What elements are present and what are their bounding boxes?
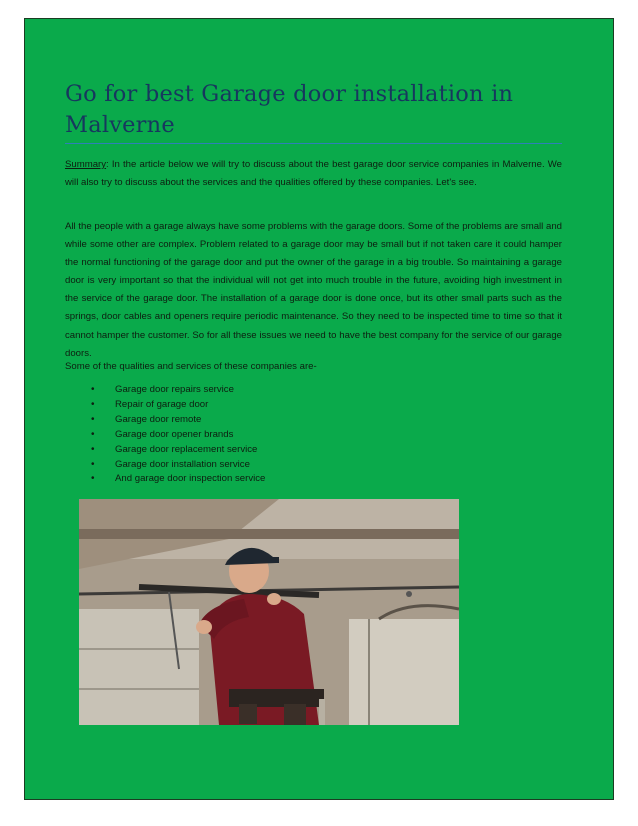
summary-text: : In the article below we will try to discuss about the best garage door service companies in Malverne. We will also try to discuss about the services and the qualities offered by these companies. Let's see. — [65, 159, 562, 189]
list-item: • And garage door inspection service — [91, 472, 265, 487]
services-list — [91, 383, 265, 487]
summary-label: Summary — [65, 159, 107, 170]
document-page — [24, 18, 614, 800]
list-intro: Some of the qualities and services of these companies are- — [65, 361, 317, 372]
list-item: • Repair of garage door — [91, 398, 265, 413]
list-item: • Garage door replacement service — [91, 443, 265, 458]
list-item: • Garage door opener brands — [91, 428, 265, 443]
list-item: • Garage door installation service — [91, 458, 265, 473]
title-divider — [65, 143, 562, 144]
summary-paragraph — [65, 156, 562, 192]
list-item: • Garage door remote — [91, 413, 265, 428]
page-title: Go for best Garage door installation in Malverne — [65, 81, 514, 138]
list-item: • Garage door repairs service — [91, 383, 265, 398]
body-paragraph: All the people with a garage always have some problems with the garage doors. Some of the problems are small and while some other are complex. Problem related to a garage door may be small but if not taken care it could hamper the normal functioning of the garage door and put the owner of the garage in a big trouble. So maintaining a garage door is very important so that the individual will not get into much trouble in the future, avoiding high investment in the service of the garage door. The installation of a garage door is done once, but its other small parts such as the springs, door cables and openers require periodic maintenance. So they need to be inspected time to time so that it cannot hamper the customer. So for all these issues we need to have the best company for the service of our garage doors. — [65, 221, 562, 359]
garage-technician-photo — [79, 499, 459, 725]
